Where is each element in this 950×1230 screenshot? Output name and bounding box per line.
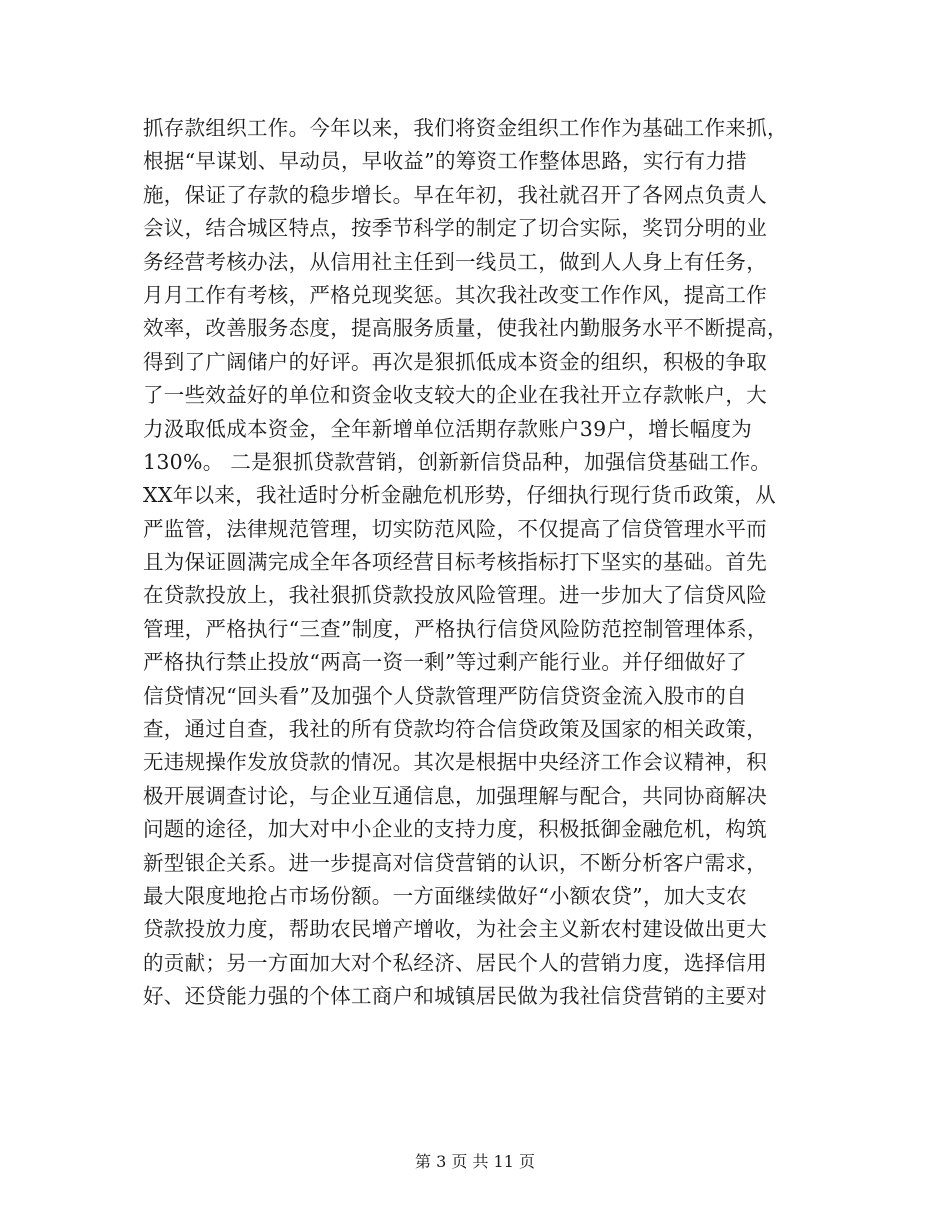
text-line: 管理，严格执行“三查”制度，严格执行信贷风险防范控制管理体系， — [143, 616, 768, 641]
text-line: 严监管，法律规范管理，切实防范风险，不仅提高了信贷管理水平而 — [143, 516, 767, 541]
text-line: 在贷款投放上，我社狠抓贷款投放风险管理。进一步加大了信贷风险 — [143, 583, 767, 608]
text-line: 了一些效益好的单位和资金收支较大的企业在我社开立存款帐户，大 — [143, 383, 767, 408]
text-line: XX年以来，我社适时分析金融危机形势，仔细执行现行货币政策，从 — [143, 483, 776, 508]
text-line: 最大限度地抢占市场份额。一方面继续做好“小额农贷”，加大支农 — [143, 883, 747, 908]
text-line: 根据“早谋划、早动员，早收益”的筹资工作整体思路，实行有力措 — [143, 149, 747, 174]
text-line: 新型银企关系。进一步提高对信贷营销的认识，不断分析客户需求， — [143, 850, 767, 875]
text-line: 效率，改善服务态度，提高服务质量，使我社内勤服务水平不断提高， — [143, 316, 788, 341]
text-line: 极开展调查讨论，与企业互通信息，加强理解与配合，共同协商解决 — [143, 783, 767, 808]
text-line: 且为保证圆满完成全年各项经营目标考核指标打下坚实的基础。首先 — [143, 550, 767, 575]
page-number-footer: 第 3 页 共 11 页 — [415, 1152, 535, 1171]
text-line: 无违规操作发放贷款的情况。其次是根据中央经济工作会议精神，积 — [143, 750, 767, 775]
text-line: 施，保证了存款的稳步增长。早在年初，我社就召开了各网点负责人 — [143, 182, 767, 207]
text-line: 贷款投放力度，帮助农民增产增收，为社会主义新农村建设做出更大 — [143, 917, 767, 942]
text-line: 抓存款组织工作。今年以来，我们将资金组织工作作为基础工作来抓， — [143, 116, 788, 140]
body-text — [143, 112, 813, 1014]
text-line: 好、还贷能力强的个体工商户和城镇居民做为我社信贷营销的主要对 — [143, 984, 767, 1009]
text-line: 得到了广阔储户的好评。再次是狠抓低成本资金的组织，积极的争取 — [143, 349, 767, 374]
text-line: 月月工作有考核，严格兑现奖惩。其次我社改变工作作风，提高工作 — [143, 282, 767, 307]
text-line: 查，通过自查，我社的所有贷款均符合信贷政策及国家的相关政策， — [143, 717, 767, 742]
text-line: 信贷情况“回头看”及加强个人贷款管理严防信贷资金流入股市的自 — [143, 683, 747, 708]
text-line: 严格执行禁止投放“两高一资一剩”等过剩产能行业。并仔细做好了 — [143, 650, 747, 675]
text-line: 务经营考核办法，从信用社主任到一线员工，做到人人身上有任务， — [143, 249, 767, 274]
text-line: 问题的途径，加大对中小企业的支持力度，积极抵御金融危机，构筑 — [143, 817, 767, 842]
text-line: 会议，结合城区特点，按季节科学的制定了切合实际，奖罚分明的业 — [143, 216, 767, 241]
text-line: 的贡献；另一方面加大对个私经济、居民个人的营销力度，选择信用 — [143, 950, 767, 975]
text-line: 力汲取低成本资金，全年新增单位活期存款账户39户，增长幅度为 — [143, 416, 753, 441]
text-line: 130%。 二是狠抓贷款营销，创新新信贷品种，加强信贷基础工作。 — [143, 449, 772, 474]
